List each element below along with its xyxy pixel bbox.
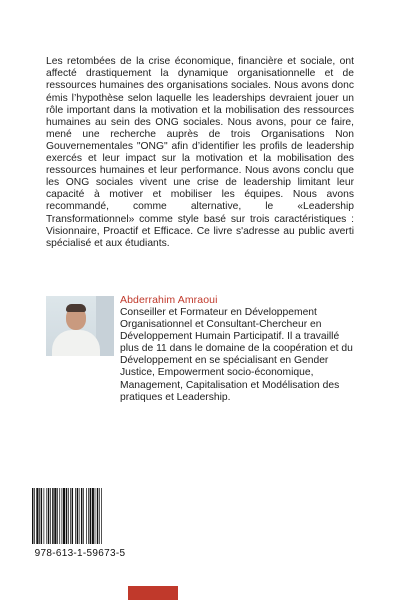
barcode-bar — [46, 488, 47, 544]
barcode-bar — [97, 488, 98, 544]
barcode-bar — [92, 488, 94, 544]
barcode-bar — [86, 488, 87, 544]
barcode-bar — [68, 488, 69, 544]
book-summary: Les retombées de la crise économique, financière et sociale, ont affecté drastiquement la dynamique organisationnelle et de ressources humaines des organisations sociales. Nous avons donc émis l’hypothèse selon laquelle les leaderships devraient jouer un rôle important dans la motivation et la mobilisation des ressources humaines au sein des ONG sociales. Nous avons, pour ce faire, mené une recherche auprès de trois Organisations Non Gouvernementales "ONG" afin d’identifier les profils de leadership exercés et leur impact sur la motivation et la mobilisation des ressources humaines et leur performance. Nous avons conclu que les ONG sociales vivent une crise de leadership limitant leur capacité à motiver et mobiliser les équipes. Nous avons recommandé, comme alternative, le «Leadership Transformationnel» comme style basé sur trois caractéristiques : Visionnaire, Proactif et Efficace. Ce livre s'adresse au public averti spécialisé et aux étudiants. — [46, 56, 354, 249]
barcode-bar — [83, 488, 84, 544]
barcode-bar — [75, 488, 76, 544]
barcode-bar — [63, 488, 65, 544]
barcode-bar — [48, 488, 49, 544]
barcode-bar — [34, 488, 35, 544]
barcode-bar — [44, 488, 45, 544]
barcode-bar — [81, 488, 82, 544]
barcode-bar — [88, 488, 89, 544]
barcode-bar — [32, 488, 33, 544]
barcode-bar — [50, 488, 51, 544]
barcode-icon — [30, 488, 130, 544]
publisher-color-strip — [128, 586, 178, 600]
barcode-bar — [41, 488, 42, 544]
barcode-bar — [52, 488, 53, 544]
barcode-bar — [90, 488, 91, 544]
photo-person-body — [52, 330, 100, 356]
photo-person-hair — [66, 304, 86, 312]
barcode-bar — [95, 488, 96, 544]
isbn-number: 978-613-1-59673-5 — [34, 548, 126, 559]
barcode-bar — [36, 488, 38, 544]
barcode-bar — [70, 488, 71, 544]
barcode-bar — [66, 488, 67, 544]
barcode-bar — [62, 488, 63, 544]
barcode-bar — [77, 488, 78, 544]
barcode-bar — [72, 488, 73, 544]
barcode-bar — [99, 488, 100, 544]
author-bio: Conseiller et Formateur en Développement Organisationnel et Consultant-Chercheur en Développement Humain Participatif. Il a travaillé plus de 11 dans le domaine de la coopération et du Développement en se spécialisant en Gender Justice, Empowerment socio-économique, Management, Capitalisation et Modélisation des pratiques et Leadership. — [120, 307, 353, 403]
isbn-barcode — [30, 488, 130, 572]
author-section — [46, 294, 360, 403]
author-name: Abderrahim Amraoui — [120, 294, 218, 306]
barcode-bar — [39, 488, 40, 544]
author-photo — [46, 296, 114, 356]
barcode-bar — [59, 488, 60, 544]
barcode-bar — [54, 488, 56, 544]
barcode-bar — [101, 488, 102, 544]
barcode-bar — [79, 488, 80, 544]
barcode-bar — [57, 488, 58, 544]
